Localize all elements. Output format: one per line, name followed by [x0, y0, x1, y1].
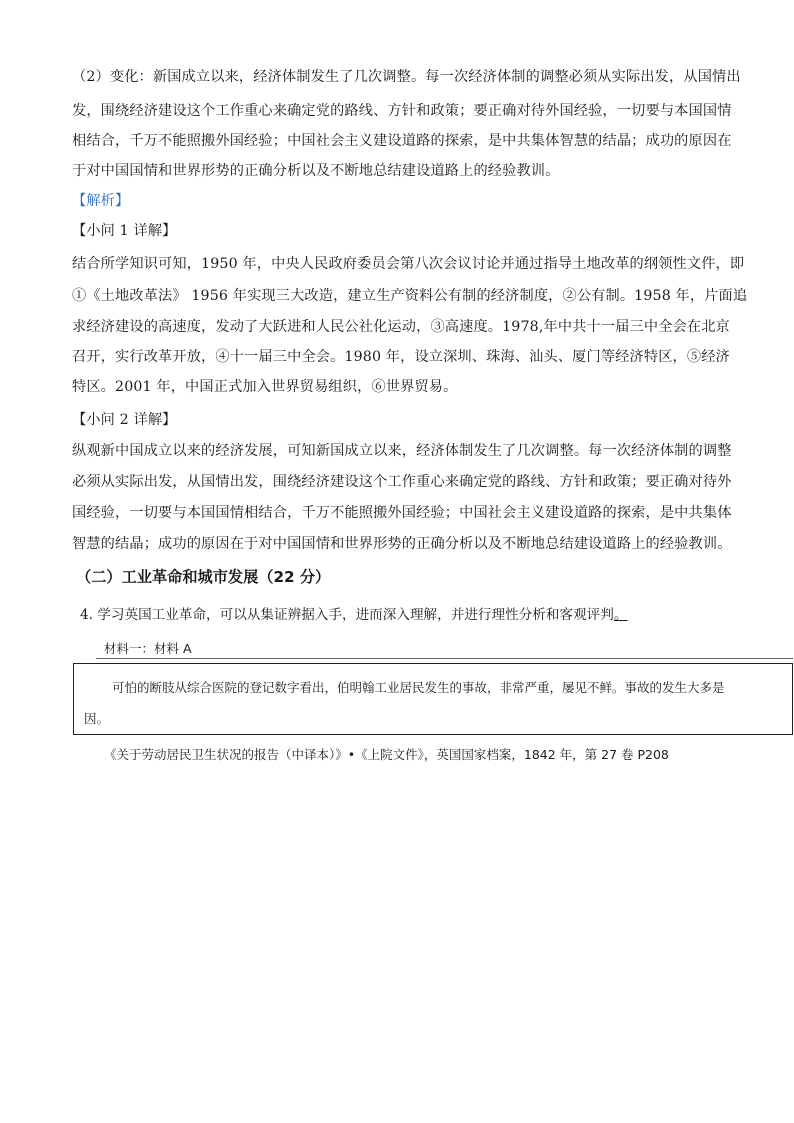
question-4-text: 4. 学习英国工业革命，可以从集证辨据入手，进而深入理解，并进行理性分析和客观评判 — [80, 607, 614, 623]
material-top-rule — [96, 658, 793, 659]
q2-line-4: 智慧的结晶；成功的原因在于对中国国情和世界形势的正确分析以及不断地总结建设道路上的经验教训。 — [72, 536, 732, 552]
q2-heading: 【小问 2 详解】 — [72, 412, 177, 428]
answer-line-2: 发，围绕经济建设这个工作重心来确定党的路线、方针和政策；要正确对待外国经验，一切要与本国国情 — [72, 103, 732, 119]
q1-line-1: 结合所学知识可知，1950 年，中央人民政府委员会第八次会议讨论并通过指导土地改革的纲领性文件，即 — [72, 256, 745, 272]
q2-line-1: 纵观新中国成立以来的经济发展，可知新国成立以来，经济体制发生了几次调整。每一次经济体制的调整 — [72, 443, 732, 459]
section-title: （二）工业革命和城市发展（22 分） — [76, 568, 331, 586]
material-line-1: 可怕的断肢从综合医院的登记数字看出，伯明翰工业居民发生的事故，非常严重，屡见不鲜。事故的发生大多是 — [112, 680, 725, 695]
q1-line-3: 求经济建设的高速度，发动了大跃进和人民公社化运动，③高速度。1978,年中共十一届三中全会在北京 — [72, 319, 730, 335]
material-box — [73, 663, 793, 735]
question-4-end-mark: 。 — [613, 607, 628, 623]
answer-line-3: 相结合，千万不能照搬外国经验；中国社会主义建设道路的探索，是中共集体智慧的结晶；成功的原因在 — [72, 133, 732, 149]
q2-line-2: 必须从实际出发，从国情出发，围绕经济建设这个工作重心来确定党的路线、方针和政策；要正确对待外 — [72, 474, 732, 490]
material-line-2: 因。 — [84, 711, 110, 726]
q1-line-5: 特区。2001 年，中国正式加入世界贸易组织，⑥世界贸易。 — [72, 379, 458, 395]
q1-line-2: ①《土地改革法》 1956 年实现三大改造，建立生产资料公有制的经济制度，②公有制。1958 年，片面追 — [72, 288, 748, 304]
material-label: 材料一：材料 A — [104, 641, 192, 656]
material-source: 《关于劳动居民卫生状况的报告（中译本）》•《上院文件》，英国国家档案，1842 年，第 27 卷 P208 — [104, 747, 669, 762]
answer-line-1: （2）变化：新国成立以来，经济体制发生了几次调整。每一次经济体制的调整必须从实际出发，从国情出 — [72, 69, 741, 85]
answer-line-4: 于对中国国情和世界形势的正确分析以及不断地总结建设道路上的经验教训。 — [72, 163, 560, 179]
q1-heading: 【小问 1 详解】 — [72, 223, 177, 239]
q2-line-3: 国经验，一切要与本国国情相结合，千万不能照搬外国经验；中国社会主义建设道路的探索，是中共集体 — [72, 505, 732, 521]
analysis-label: 【解析】 — [72, 193, 130, 209]
question-4 — [80, 603, 627, 623]
q1-line-4: 召开，实行改革开放，④十一届三中全会。1980 年，设立深圳、珠海、汕头、厦门等经济特区，⑤经济 — [72, 349, 730, 365]
